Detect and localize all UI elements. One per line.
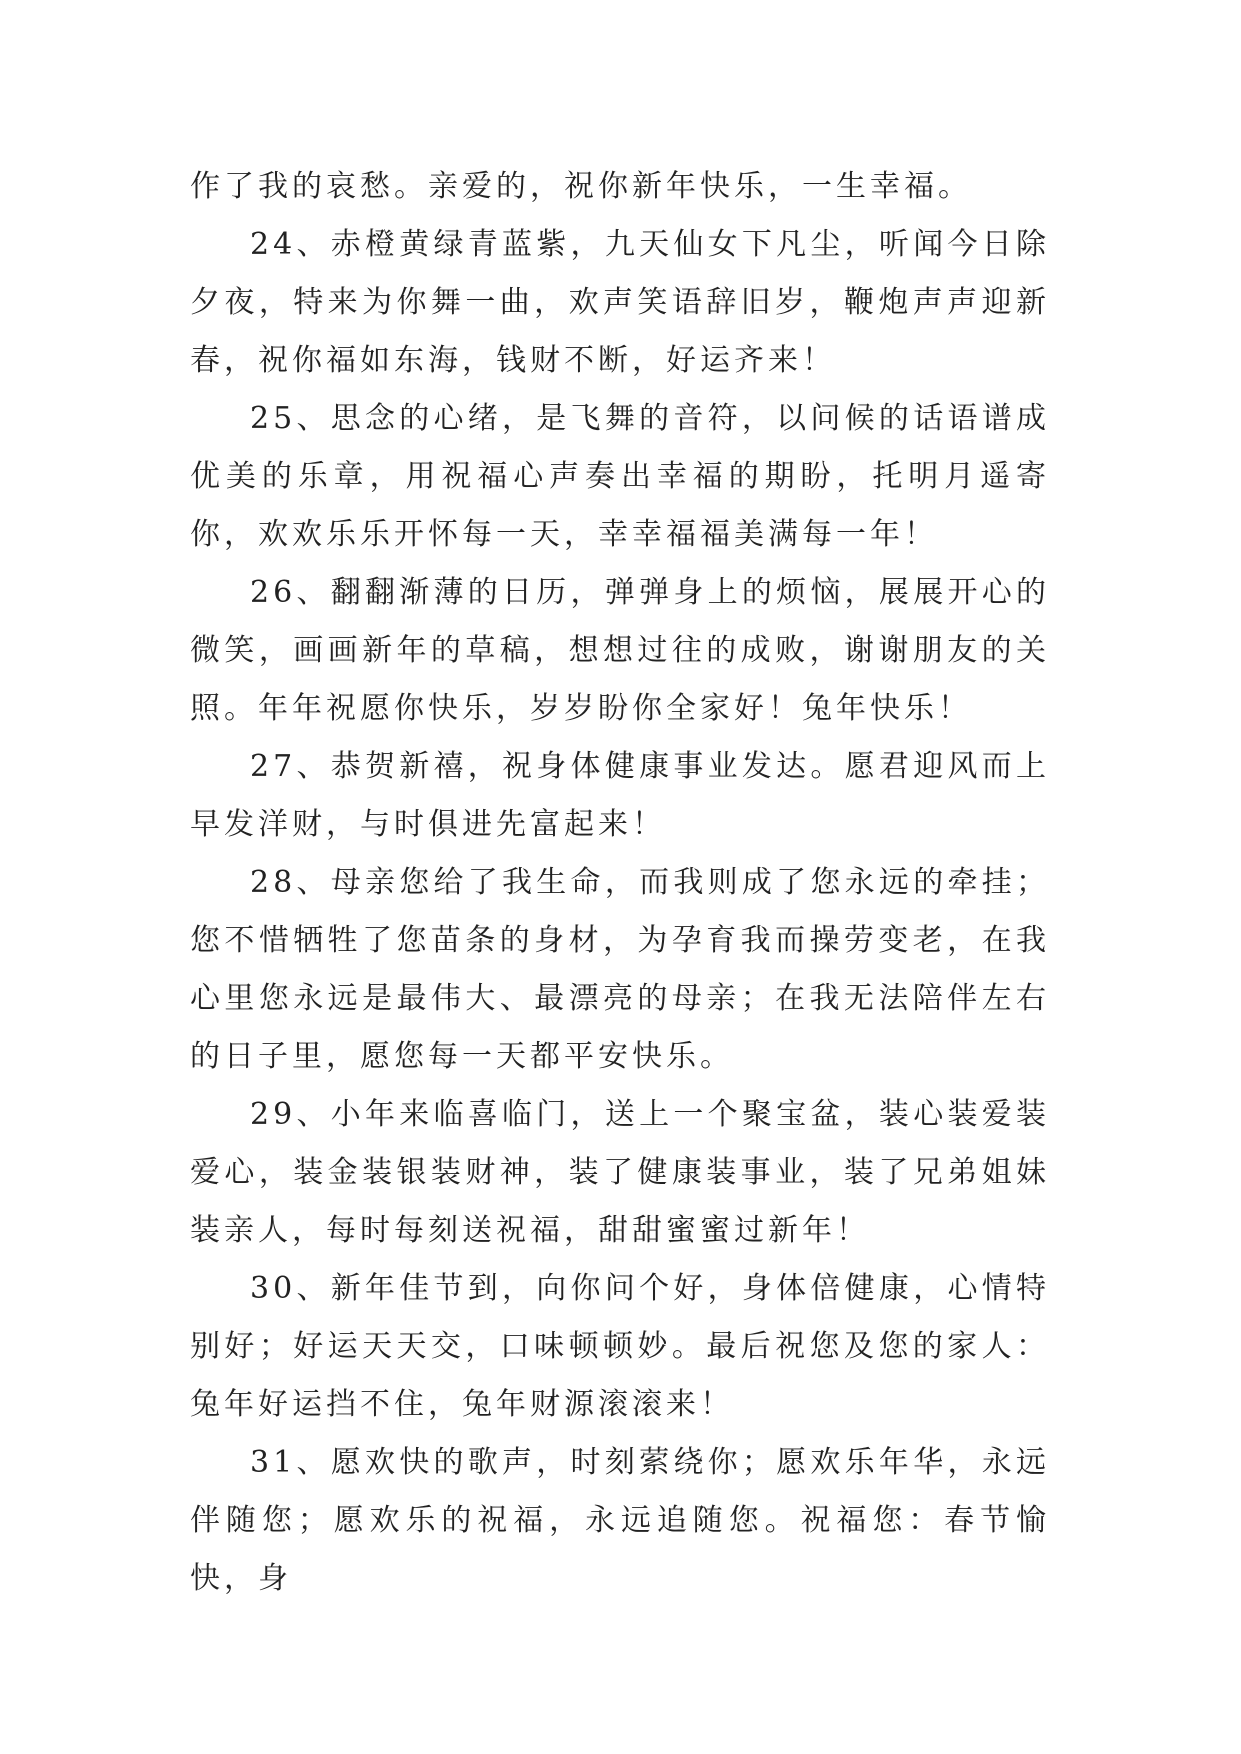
paragraph-31: 31、愿欢快的歌声，时刻萦绕你；愿欢乐年华，永远伴随您；愿欢乐的祝福，永远追随您。祝福您：春节愉快，身 bbox=[190, 1445, 1050, 1596]
paragraph-28: 28、母亲您给了我生命，而我则成了您永远的牵挂；您不惜牺牲了您苗条的身材，为孕育我而操劳变老，在我心里您永远是最伟大、最漂亮的母亲；在我无法陪伴左右的日子里，愿您每一天都平安快乐。 bbox=[190, 865, 1050, 1074]
paragraph-27: 27、恭贺新禧，祝身体健康事业发达。愿君迎风而上早发洋财，与时俱进先富起来！ bbox=[190, 749, 1050, 842]
paragraph-30: 30、新年佳节到，向你问个好，身体倍健康，心情特别好；好运天天交，口味顿顿妙。最后祝您及您的家人：兔年好运挡不住，兔年财源滚滚来！ bbox=[190, 1271, 1050, 1422]
paragraph-continuation: 作了我的哀愁。亲爱的，祝你新年快乐，一生幸福。 bbox=[190, 169, 972, 204]
paragraph-25: 25、思念的心绪，是飞舞的音符，以问候的话语谱成优美的乐章，用祝福心声奏出幸福的期盼，托明月遥寄你，欢欢乐乐开怀每一天，幸幸福福美满每一年！ bbox=[190, 401, 1050, 552]
document-body bbox=[190, 158, 1050, 1608]
paragraph-24: 24、赤橙黄绿青蓝紫，九天仙女下凡尘，听闻今日除夕夜，特来为你舞一曲，欢声笑语辞旧岁，鞭炮声声迎新春，祝你福如东海，钱财不断，好运齐来！ bbox=[190, 227, 1050, 378]
paragraph-26: 26、翻翻渐薄的日历，弹弹身上的烦恼，展展开心的微笑，画画新年的草稿，想想过往的成败，谢谢朋友的关照。年年祝愿你快乐，岁岁盼你全家好！兔年快乐！ bbox=[190, 575, 1050, 726]
paragraph-29: 29、小年来临喜临门，送上一个聚宝盆，装心装爱装爱心，装金装银装财神，装了健康装事业，装了兄弟姐妹装亲人，每时每刻送祝福，甜甜蜜蜜过新年！ bbox=[190, 1097, 1050, 1248]
